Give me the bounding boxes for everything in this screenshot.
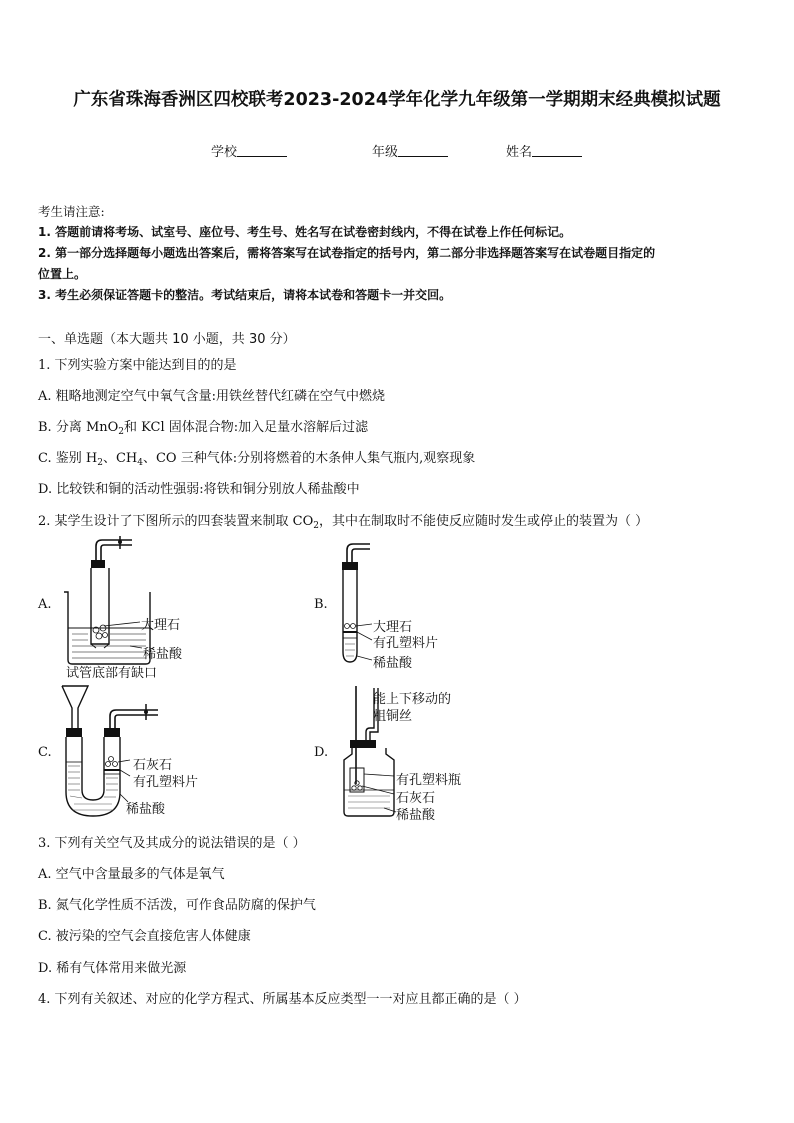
q4-stem: 4. 下列有关叙述、对应的化学方程式、所属基本反应类型一一对应且都正确的是（ ） (38, 992, 527, 1007)
apparatus-c-label-plate: 有孔塑料片 (133, 775, 199, 790)
q1-option-a: A. 粗略地测定空气中氧气含量:用铁丝替代红磷在空气中燃烧 (38, 389, 386, 404)
grade-label: 年级 (372, 145, 399, 160)
apparatus-d-label-limestone: 石灰石 (396, 791, 436, 806)
grade-blank (398, 144, 448, 157)
grade-field (372, 141, 448, 160)
q2-option-c-letter: C. (38, 745, 52, 760)
apparatus-a-label-marble: 大理石 (141, 618, 181, 633)
q1-option-d: D. 比较铁和铜的活动性强弱:将铁和铜分别放人稀盐酸中 (38, 482, 360, 497)
q1-option-c: C. 鉴别 $H_2$、$CH_4$、CO 三种气体:分别将燃着的木条伸人集气瓶内,观察现象 (38, 451, 476, 468)
apparatus-d-label-wire-1: 能上下移动的 (373, 692, 452, 707)
school-blank (237, 144, 287, 157)
q2-option-d-letter: D. (314, 745, 329, 760)
apparatus-b-label-plate: 有孔塑料片 (373, 636, 439, 651)
apparatus-c-label-acid: 稀盐酸 (126, 802, 166, 817)
apparatus-a-label-acid: 稀盐酸 (143, 647, 183, 662)
notice-heading: 考生请注意: (38, 204, 105, 219)
school-label: 学校 (211, 145, 238, 160)
q3-option-a: A. 空气中含量最多的气体是氧气 (38, 867, 225, 882)
q1-stem: 1. 下列实验方案中能达到目的的是 (38, 358, 237, 373)
notice-item-1: 1. 答题前请将考场、试室号、座位号、考生号、姓名写在试卷密封线内，不得在试卷上作任何标记。 (38, 225, 572, 239)
page-title: 广东省珠海香洲区四校联考2023-2024学年化学九年级第一学期期末经典模拟试题 (73, 90, 721, 110)
q1-option-b: B. 分离 MnO$_2$和 KCl 固体混合物:加入足量水溶解后过滤 (38, 420, 369, 437)
q3-option-c: C. 被污染的空气会直接危害人体健康 (38, 929, 251, 944)
apparatus-d-label-bottle: 有孔塑料瓶 (396, 773, 462, 788)
q3-option-d: D. 稀有气体常用来做光源 (38, 961, 187, 976)
name-label: 姓名 (506, 145, 533, 160)
apparatus-c-label-limestone: 石灰石 (133, 758, 173, 773)
q3-stem: 3. 下列有关空气及其成分的说法错误的是（ ） (38, 836, 306, 851)
notice-item-2b: 位置上。 (38, 267, 87, 281)
apparatus-b-label-acid: 稀盐酸 (373, 656, 413, 671)
apparatus-a-label-tube: 试管底部有缺口 (66, 666, 158, 681)
section-heading: 一、单选题（本大题共 10 小题，共 30 分） (38, 332, 296, 347)
q2-option-a-letter: A. (38, 597, 52, 612)
q2-option-b-letter: B. (314, 597, 328, 612)
notice-item-3: 3. 考生必须保证答题卡的整洁。考试结束后，请将本试卷和答题卡一并交回。 (38, 288, 452, 302)
q3-option-b: B. 氮气化学性质不活泼，可作食品防腐的保护气 (38, 898, 316, 913)
q2-stem: 2. 某学生设计了下图所示的四套装置来制取 $CO_2$，其中在制取时不能使反应随时发生或停止的装置为（ ） (38, 514, 649, 531)
school-field (211, 141, 287, 160)
apparatus-b-label-marble: 大理石 (373, 620, 413, 635)
apparatus-d-label-acid: 稀盐酸 (396, 808, 436, 823)
name-field (506, 141, 582, 160)
name-blank (532, 144, 582, 157)
notice-item-2a: 2. 第一部分选择题每小题选出答案后，需将答案写在试卷指定的括号内，第二部分非选择题答案写在试卷题目指定的 (38, 246, 656, 260)
apparatus-d-label-wire-2: 粗铜丝 (373, 709, 413, 724)
notice-block (38, 201, 758, 306)
